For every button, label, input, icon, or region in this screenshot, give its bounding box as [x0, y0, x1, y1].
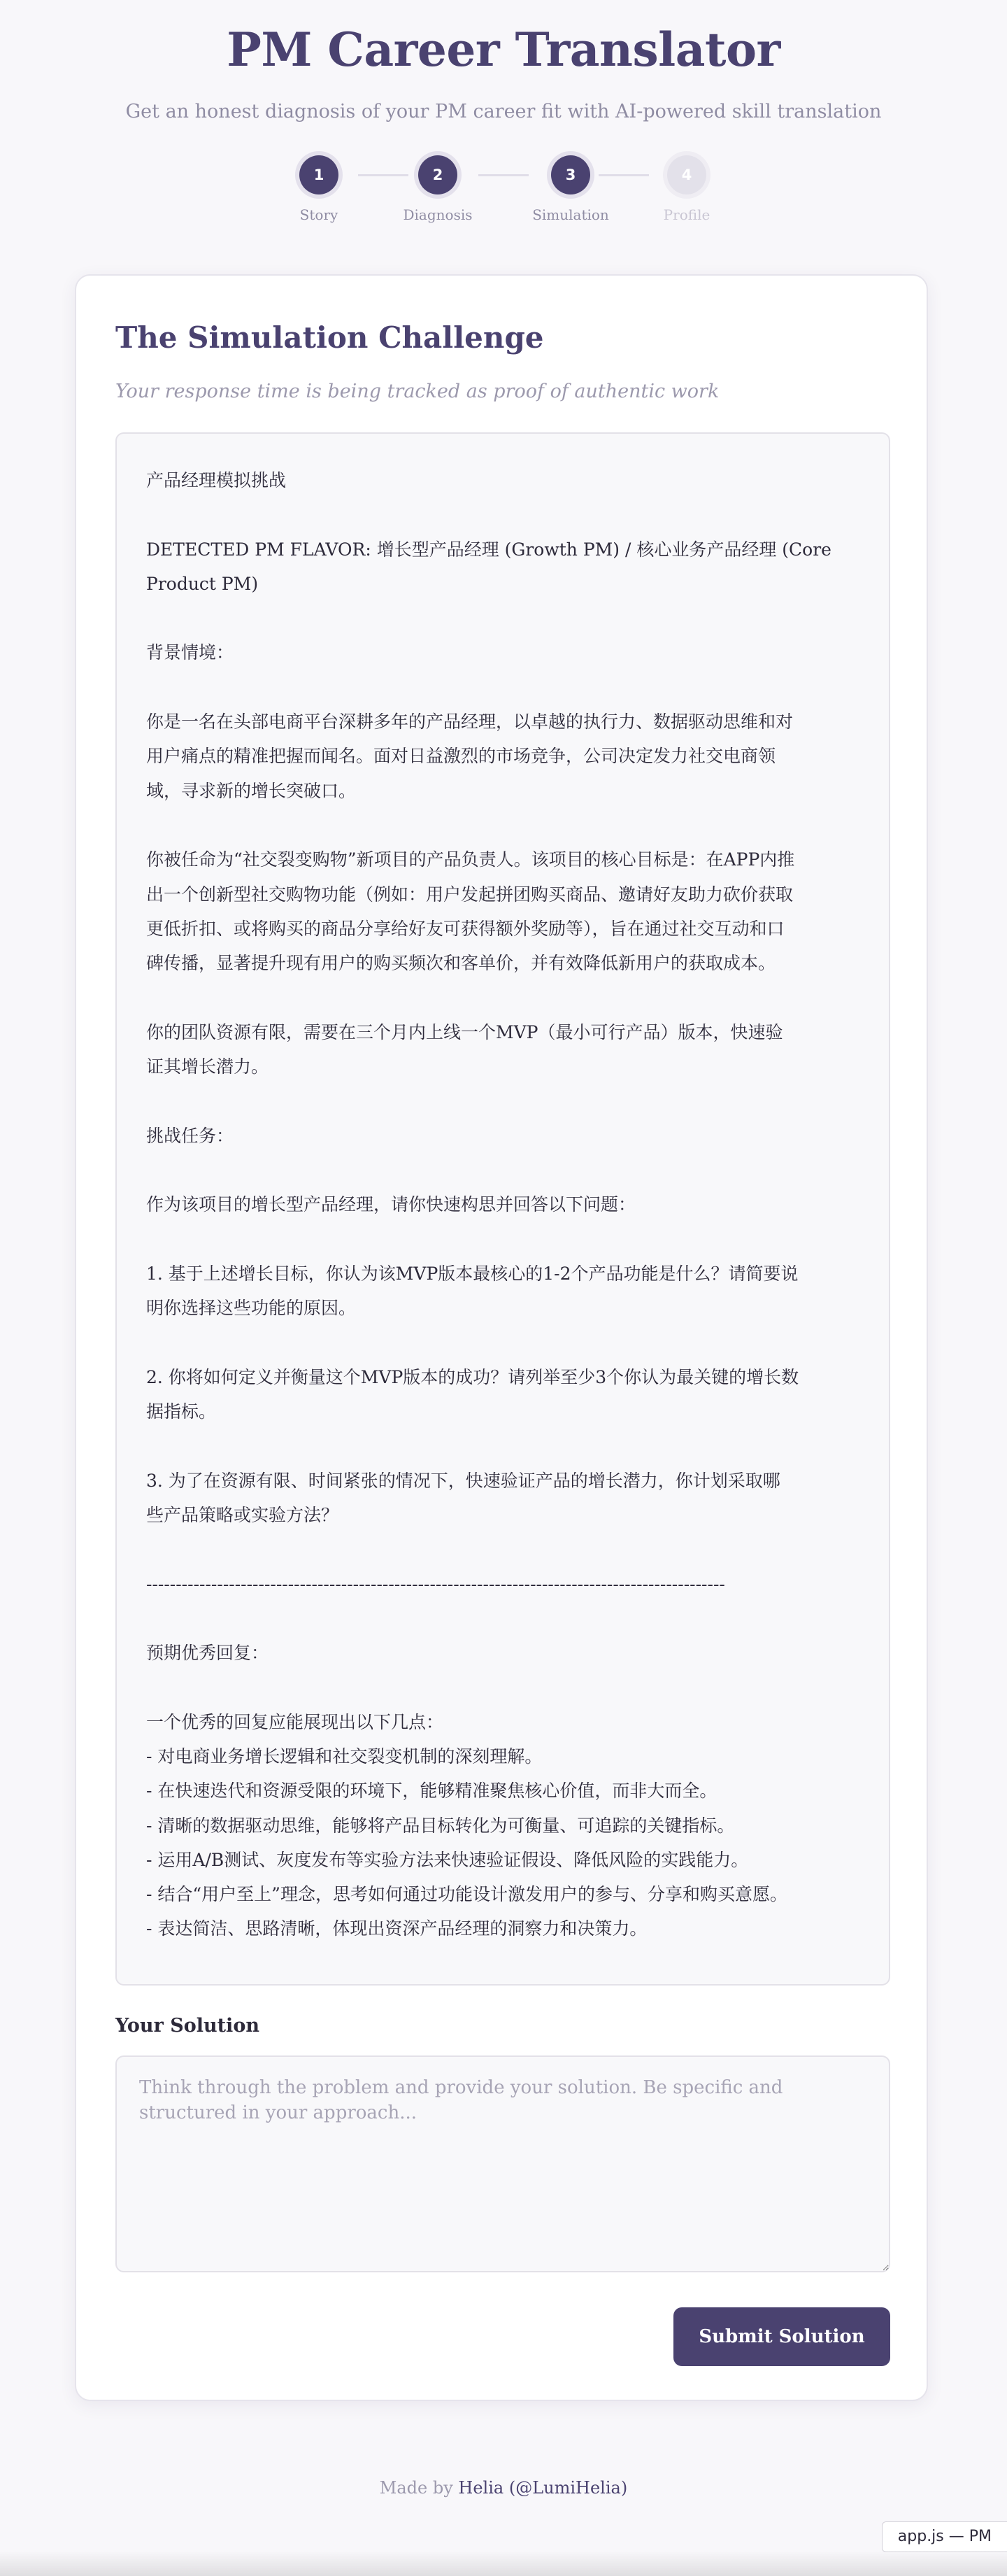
progress-stepper	[266, 155, 741, 232]
footer-prefix: Made by	[379, 2478, 459, 2498]
card-title: The Simulation Challenge	[115, 320, 544, 355]
simulation-card	[75, 274, 928, 2401]
step-profile[interactable]	[624, 155, 750, 224]
step-label: Profile	[663, 206, 710, 223]
step-label: Diagnosis	[403, 206, 473, 223]
solution-label: Your Solution	[115, 2015, 259, 2037]
step-diagnosis[interactable]	[375, 155, 501, 224]
step-simulation[interactable]	[508, 155, 634, 224]
step-number: 2	[418, 155, 457, 194]
step-story[interactable]	[256, 155, 382, 224]
window-edge-shadow	[0, 2551, 1007, 2576]
step-number: 1	[299, 155, 338, 194]
challenge-text: 产品经理模拟挑战 DETECTED PM FLAVOR: 增长型产品经理 (Growth PM) / 核心业务产品经理 (Core Product PM) 背景情境： 你是一名在头部电商平台深耕多年的产品经理，以卓越的执行力、数据驱动思维和对 用户痛点的精准把握而闻名。面对日益激烈的市场竞争，公司决定发力社交电商领 域，寻求新的增长突破口。 你被任命为“社交裂变购物”新项目的产品负责人。该项目的核心目标是：在APP内推 出一个创新型社交购物功能（例如：用户发起拼团购买商品、邀请好友助力砍价获取 更低折扣、或将购买的商品分享给好友可获得额外奖励等），旨在通过社交互动和口 碑传播，显著提升现有用户的购买频次和客单价，并有效降低新用户的获取成本。 你的团队资源有限，需要在三个月内上线一个MVP（最小可行产品）版本，快速验 证其增长潜力。 挑战任务： 作为该项目的增长型产品经理，请你快速构思并回答以下问题： 1. 基于上述增长目标，你认为该MVP版本最核心的1-2个产品功能是什么？请简要说 明你选择这些功能的原因。 2. 你将如何定义并衡量这个MVP版本的成功？请列举至少3个你认为最关键的增长数 据指标。 3. 为了在资源有限、时间紧张的情况下，快速验证产品的增长潜力，你计划采取哪 些产品策略或实验方法？ -------------------------------------------------------------------------------------------------- 预期优秀回复： 一个优秀的回复应能展现出以下几点： - 对电商业务增长逻辑和社交裂变机制的深刻理解。 - 在快速迭代和资源受限的环境下，能够精准聚焦核心价值，而非大而全。 - 清晰的数据驱动思维，能够将产品目标转化为可衡量、可追踪的关键指标。 - 运用A/B测试、灰度发布等实验方法来快速验证假设、降低风险的实践能力。 - 结合“用户至上”理念，思考如何通过功能设计激发用户的参与、分享和购买意愿。 - 表达简洁、思路清晰，体现出资深产品经理的洞察力和决策力。	[146, 470, 831, 1939]
solution-textarea[interactable]	[115, 2055, 890, 2272]
submit-solution-button[interactable]: Submit Solution	[673, 2307, 890, 2366]
footer	[0, 2475, 1007, 2500]
step-label: Story	[299, 206, 338, 223]
footer-author: Helia (@LumiHelia)	[458, 2478, 628, 2498]
status-chip: app.js — PM	[882, 2521, 1007, 2552]
card-subtitle: Your response time is being tracked as proof of authentic work	[115, 381, 720, 402]
app-subtitle: Get an honest diagnosis of your PM career fit with AI-powered skill translation	[125, 101, 882, 122]
step-number: 3	[551, 155, 590, 194]
challenge-box	[115, 432, 890, 1986]
app-title: PM Career Translator	[227, 22, 780, 77]
step-label: Simulation	[532, 206, 609, 223]
page-header	[0, 0, 1007, 125]
step-number: 4	[667, 155, 706, 194]
